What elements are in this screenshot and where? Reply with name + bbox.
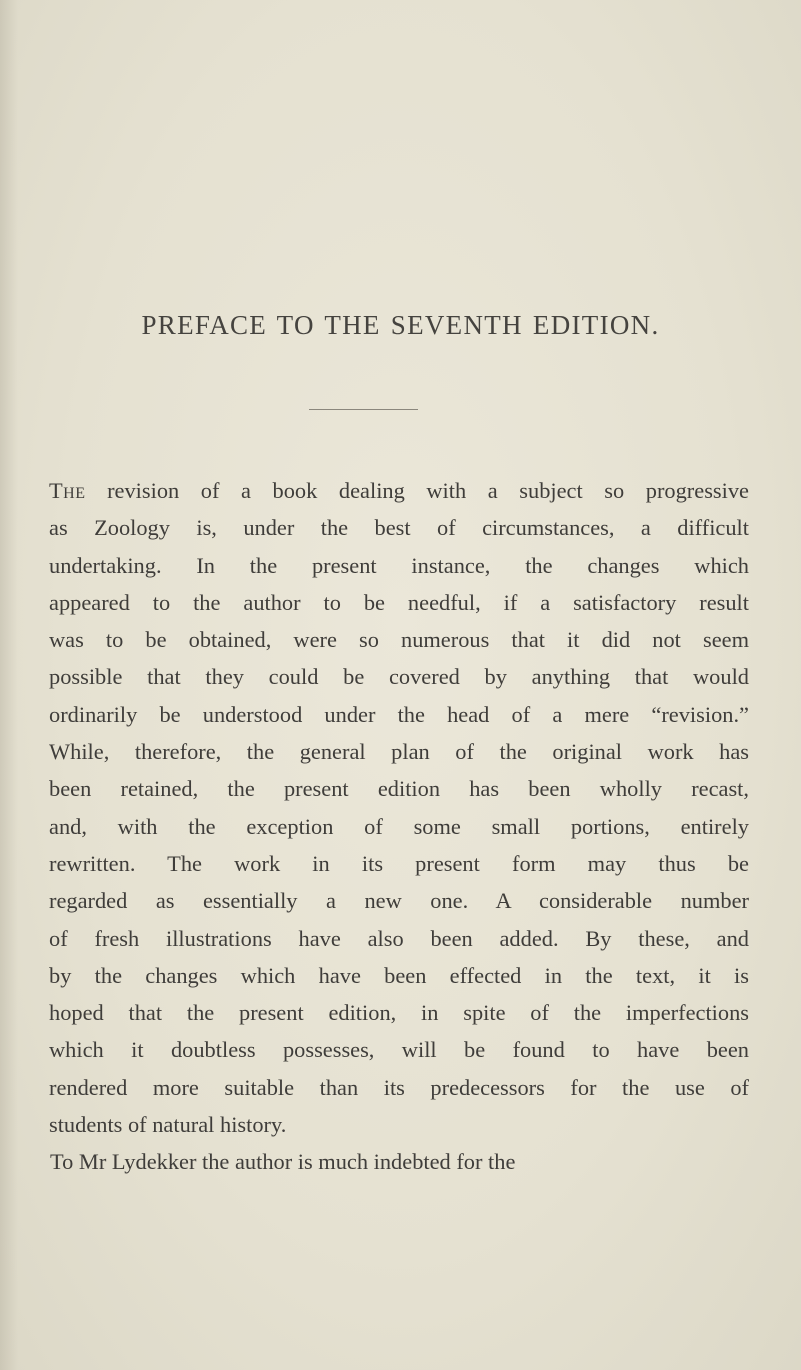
- text-line: students of natural history.: [49, 1112, 287, 1138]
- text-line: [49, 472, 749, 509]
- text-line: rendered more suitable than its predecessors for the use of: [49, 1074, 749, 1100]
- page-title: PREFACE TO THE SEVENTH EDITION.: [141, 310, 660, 340]
- page-gutter-shadow: [0, 0, 18, 1370]
- preface-paragraph: [49, 472, 749, 1181]
- text-line-content: revision of a book dealing with a subject so progressive: [107, 478, 749, 503]
- text-line: possible that they could be covered by anything that would: [49, 664, 749, 690]
- text-line: While, therefore, the general plan of the original work has: [49, 739, 749, 765]
- text-line: of fresh illustrations have also been added. By these, and: [49, 925, 749, 951]
- text-line: hoped that the present edition, in spite of the imperfections: [49, 1000, 749, 1026]
- text-line: which it doubtless possesses, will be found to have been: [49, 1037, 749, 1063]
- title-divider: [309, 409, 418, 410]
- text-line: by the changes which have been effected in the text, it is: [49, 962, 749, 988]
- text-line: rewritten. The work in its present form may thus be: [49, 850, 749, 876]
- text-line: undertaking. In the present instance, the changes which: [49, 552, 749, 578]
- text-line: was to be obtained, were so numerous that it did not seem: [49, 627, 749, 653]
- opening-word: The: [49, 478, 86, 503]
- text-line: To Mr Lydekker the author is much indebted for the: [50, 1149, 516, 1175]
- text-line: and, with the exception of some small portions, entirely: [49, 813, 749, 839]
- text-line: ordinarily be understood under the head of a mere “revision.”: [49, 701, 749, 727]
- text-line: as Zoology is, under the best of circumstances, a difficult: [49, 515, 749, 541]
- text-line: regarded as essentially a new one. A considerable number: [49, 888, 749, 914]
- text-line: appeared to the author to be needful, if a satisfactory result: [49, 589, 749, 615]
- text-line: been retained, the present edition has been wholly recast,: [49, 776, 749, 802]
